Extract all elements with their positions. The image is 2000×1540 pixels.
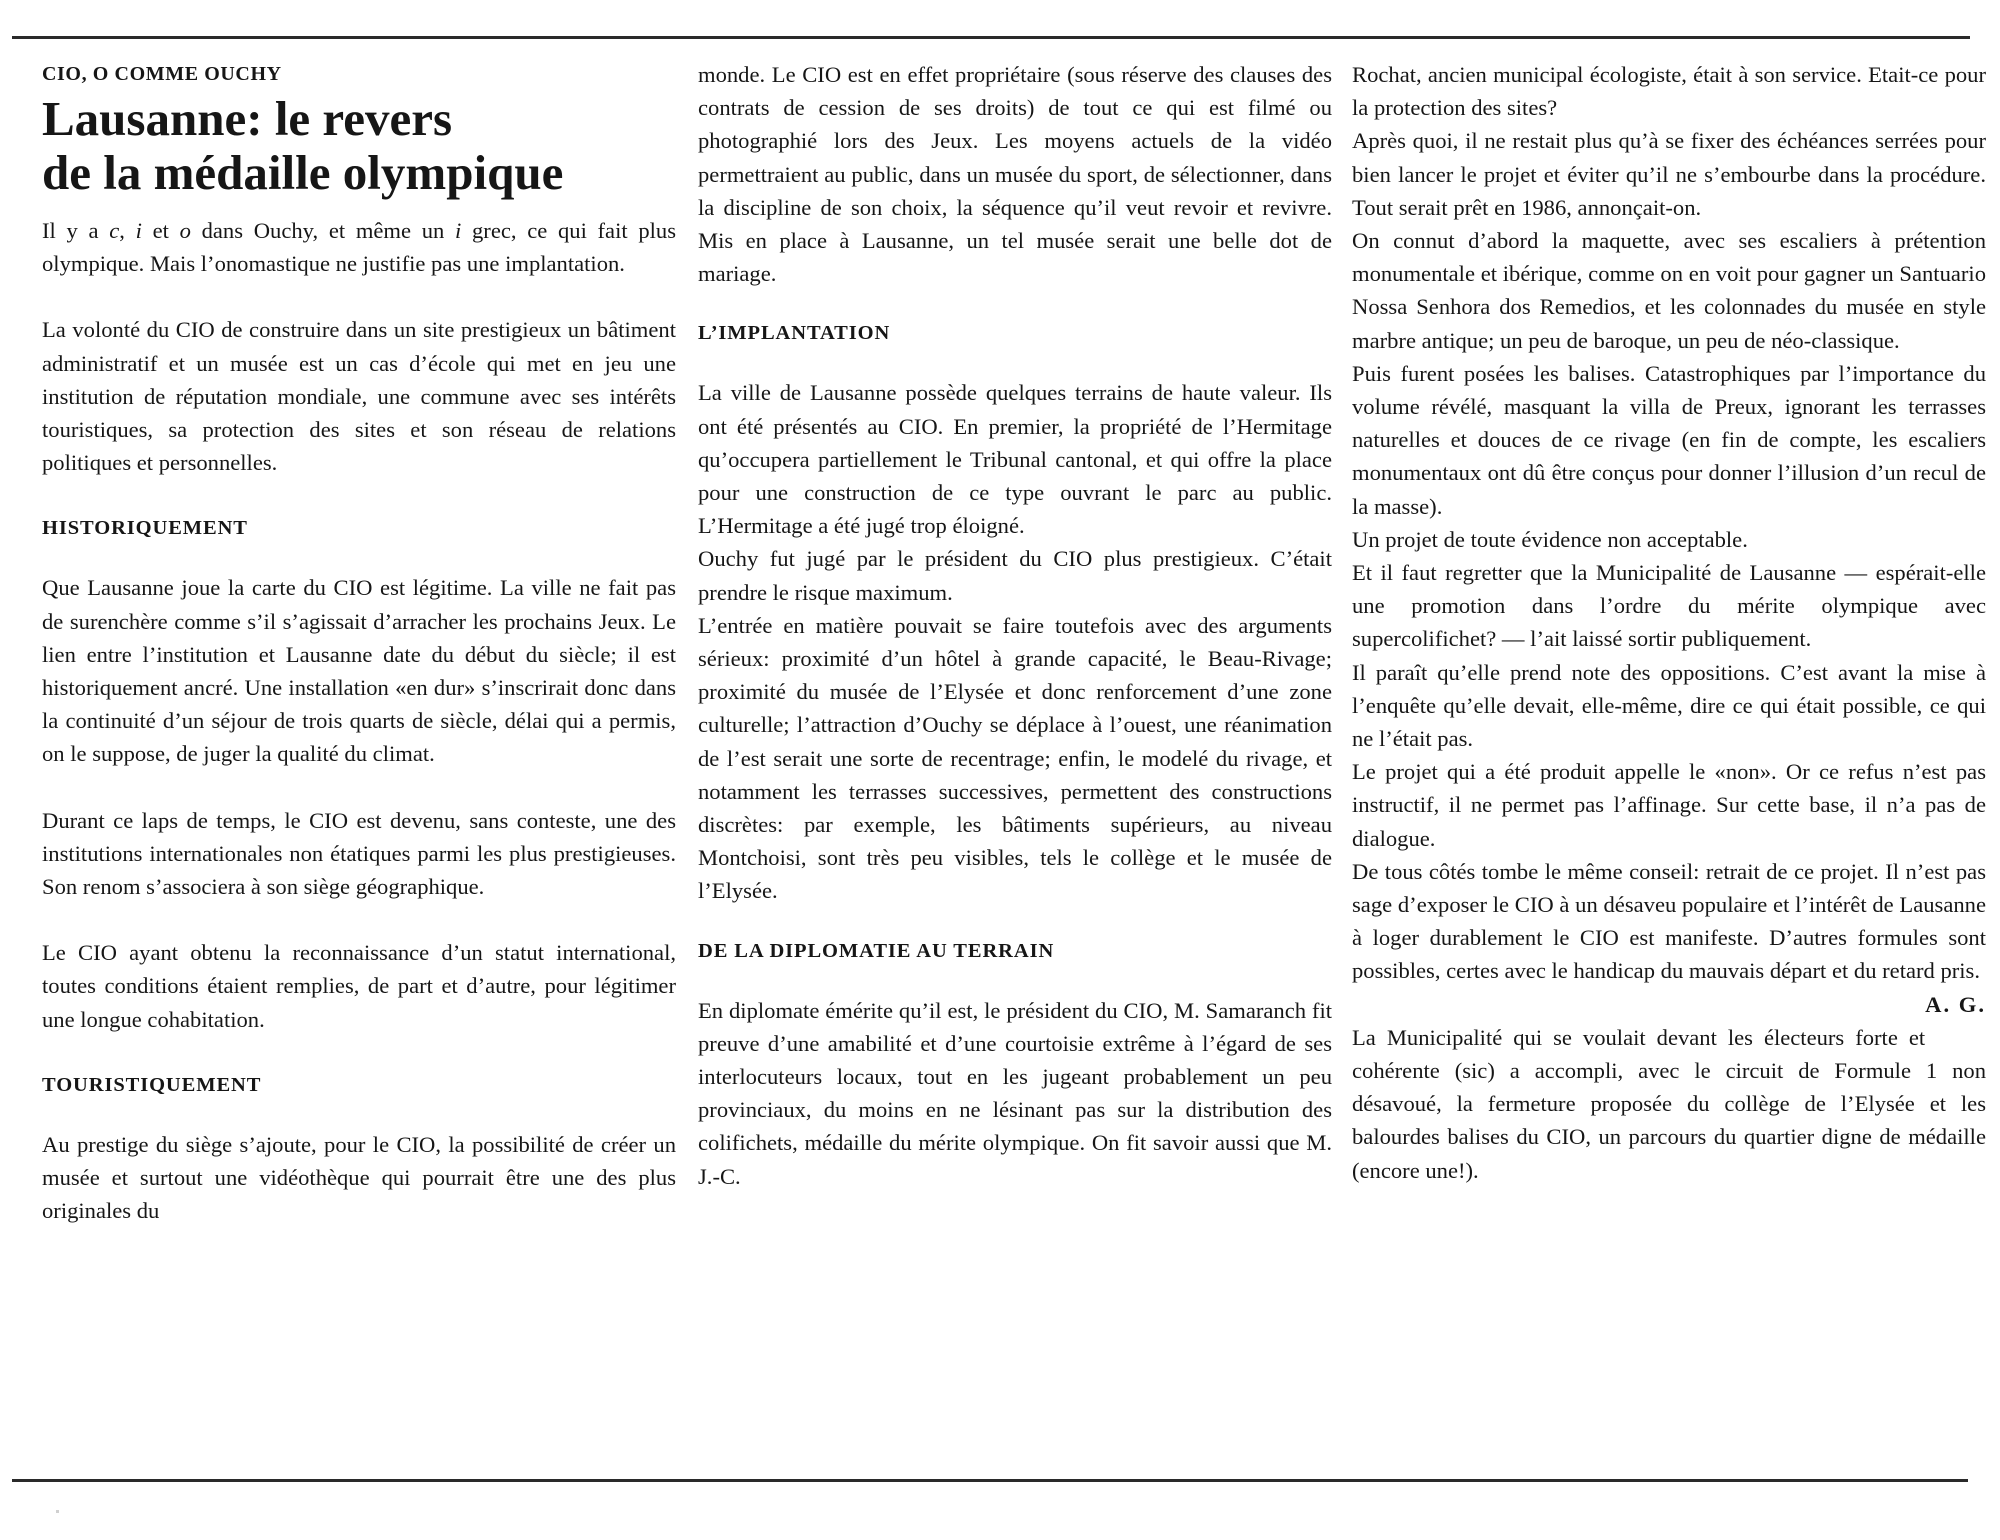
paragraph: En diplomate émérite qu’il est, le président du CIO, M. Samaranch fit preuve d’une amabilité et d’une courtoisie extrême à l’égard de ses interlocuteurs locaux, tout en les jugeant probablement un peu provinciaux, du moins en ne lésinant pas sur la distribution des colifichets, médaille du mérite olympique. On fit savoir aussi que M. J.-C.	[698, 997, 1332, 1189]
paragraph: L’entrée en matière pouvait se faire toutefois avec des arguments sérieux: proximité d’un hôtel à grande capacité, le Beau-Rivage; proximité du musée de l’Elysée et donc renforcement d’une zone culturelle; l’attraction d’Ouchy se déplace à l’ouest, une réanimation de l’est serait une sorte de recentrage; enfin, le modelé du rivage, et notamment les terrasses successives, permettent des constructions discrètes: par exemple, les bâtiments supérieurs, au niveau Montchoisi, sont très peu visibles, tels le collège et le musée de l’Elysée.	[698, 612, 1332, 904]
closing-paragraph: La Municipalité qui se voulait devant les électeurs forte et cohérente (sic) a accompli, avec le circuit de Formule 1 non désavoué, la fermeture proposée du collège de l’Elysée et les balourdes balises du CIO, un parcours du quartier digne de médaille (encore une!).	[1352, 1024, 1986, 1183]
paragraph: Que Lausanne joue la carte du CIO est légitime. La ville ne fait pas de surenchère comme s’il s’agissait d’arracher les prochains Jeux. Le lien entre l’institution et Lausanne date du début du siècle; il est historiquement ancré. Une installation «en dur» s’inscrirait donc dans la continuité d’un séjour de trois quarts de siècle, délai qui a permis, on le suppose, de juger la qualité du climat.	[42, 575, 676, 767]
bottom-rule	[12, 1479, 1968, 1482]
headline	[42, 92, 676, 200]
paragraph: Un projet de toute évidence non acceptable.	[1352, 526, 1748, 552]
paragraph: On connut d’abord la maquette, avec ses escaliers à prétention monumentale et ibérique, comme on en voit pour gagner un Santuario Nossa Senhora dos Remedios, et les colonnades du musée en style marbre antique; un peu de baroque, un peu de néo-classique.	[1352, 228, 1986, 353]
paragraph: Le CIO ayant obtenu la reconnaissance d’un statut international, toutes conditions étaient remplies, de part et d’autre, pour légitimer une longue cohabitation.	[42, 940, 676, 1032]
paragraph: monde. Le CIO est en effet propriétaire (sous réserve des clauses des contrats de cession de ses droits) de tout ce qui est filmé ou photographié lors des Jeux. Les moyens actuels de la vidéo permettraient au public, dans un musée du sport, de sélectionner, dans la discipline de son choix, la séquence qu’il veut revoir et revivre. Mis en place à Lausanne, un tel musée serait une belle dot de mariage.	[698, 62, 1332, 287]
paragraph: La ville de Lausanne possède quelques terrains de haute valeur. Ils ont été présentés au CIO. En premier, la propriété de l’Hermitage qu’occupera partiellement le Tribunal cantonal, et qui offre la place pour une construction de ce type ouvrant le parc au public. L’Hermitage a été jugé trop éloigné.	[698, 380, 1332, 539]
section-heading-touristiquement: TOURISTIQUEMENT	[42, 1073, 262, 1096]
paragraph: Au prestige du siège s’ajoute, pour le CIO, la possibilité de créer un musée et surtout une vidéothèque qui pourrait être une des plus originales du	[42, 1131, 676, 1224]
paragraph: Rochat, ancien municipal écologiste, était à son service. Etait-ce pour la protection des sites?	[1352, 62, 1986, 121]
intro-paragraph: Il y a c, i et o dans Ouchy, et même un i grec, ce qui fait plus olympique. Mais l’onomastique ne justifie pas une implantation.	[42, 218, 677, 277]
headline-line-1: Lausanne: le revers	[42, 91, 453, 146]
column-2	[698, 58, 1332, 1193]
paragraph-with-signature: De tous côtés tombe le même conseil: retrait de ce projet. Il n’est pas sage d’exposer le CIO à un désaveu populaire et l’intérêt de Lausanne à loger durablement le CIO est manifeste. D’autres formules sont possibles, certes avec le handicap du mauvais départ et du retard pris. A. G.	[1352, 855, 1986, 988]
paragraph: Après quoi, il ne restait plus qu’à se fixer des échéances serrées pour bien lancer le projet et éviter qu’il ne s’embourbe dans la procédure. Tout serait prêt en 1986, annonçait-on.	[1352, 128, 1986, 220]
paragraph: Et il faut regretter que la Municipalité de Lausanne — espérait-elle une promotion dans l’ordre du mérite olympique avec supercolifichet? — l’ait laissé sortir publiquement.	[1352, 560, 1986, 652]
paragraph: Puis furent posées les balises. Catastrophiques par l’importance du volume révélé, masquant la villa de Preux, ignorant les terrasses naturelles et douces de ce rivage (en fin de compte, les escaliers monumentaux ont dû être conçus pour donner l’illusion d’un recul de la masse).	[1352, 360, 1986, 519]
scan-speck	[56, 1510, 59, 1513]
paragraph: Le projet qui a été produit appelle le «non». Or ce refus n’est pas instructif, il ne permet pas l’affinage. Sur cette base, il n’a pas de dialogue.	[1352, 759, 1986, 851]
section-heading-implantation: L’IMPLANTATION	[698, 322, 891, 345]
column-1	[42, 56, 676, 1227]
top-rule	[12, 36, 1970, 39]
paragraph: Durant ce laps de temps, le CIO est devenu, sans conteste, une des institutions internationales non étatiques parmi les plus prestigieuses. Son renom s’associera à son siège géographique.	[42, 807, 676, 900]
paragraph: Il paraît qu’elle prend note des oppositions. C’est avant la mise à l’enquête qu’elle devait, elle-même, dire ce qui était possible, ce qui ne l’était pas.	[1352, 659, 1986, 752]
section-heading-diplomatie: DE LA DIPLOMATIE AU TERRAIN	[698, 939, 1055, 962]
paragraph: Ouchy fut jugé par le président du CIO plus prestigieux. C’était prendre le risque maximum.	[698, 546, 1332, 605]
headline-line-2: de la médaille olympique	[42, 145, 564, 200]
column-3	[1352, 58, 1986, 1187]
kicker: CIO, O COMME OUCHY	[42, 63, 282, 85]
section-heading-historiquement: HISTORIQUEMENT	[42, 517, 248, 540]
paragraph: La volonté du CIO de construire dans un site prestigieux un bâtiment administratif et un musée est un cas d’école qui met en jeu une institution de réputation mondiale, une commune avec ses intérêts touristiques, sa protection des sites et son réseau de relations politiques et personnelles.	[42, 317, 676, 476]
author-signature: A. G.	[1925, 991, 1986, 1017]
